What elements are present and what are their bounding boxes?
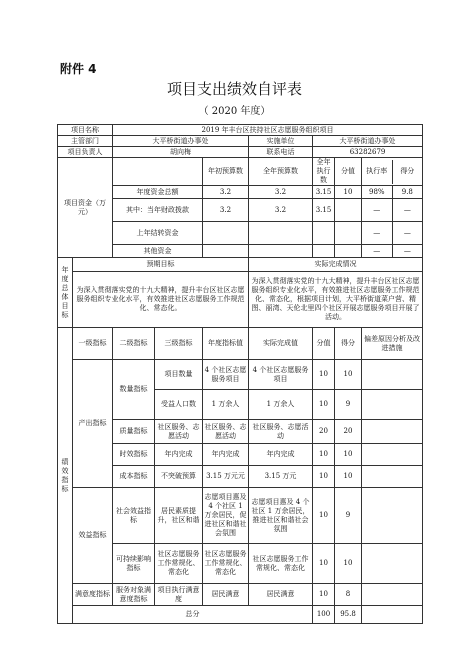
indicator-target: 年内完成 [203, 444, 249, 466]
project-name-value: 2019 年丰台区扶持社区志愿服务组织项目 [113, 125, 423, 136]
col-score-header: 分值 [313, 328, 335, 360]
indicator-target: 4 个社区志愿服务项目 [203, 360, 249, 390]
funds-row-exec: 3.15 [313, 199, 335, 222]
satisfaction-l2-label: 服务对象满意度指标 [113, 584, 155, 606]
cost-indicator-label: 成本指标 [113, 466, 155, 488]
funds-header-blank [113, 158, 203, 186]
quality-indicator-label: 质量指标 [113, 420, 155, 444]
indicator-actual: 3.15 万元 [249, 466, 313, 488]
funds-row-label: 上年结转资金 [113, 222, 203, 245]
total-row [58, 606, 423, 624]
indicator-get: 10 [335, 360, 362, 390]
indicator-reason [362, 390, 423, 420]
indicator-target: 3.15 万元元 [203, 466, 249, 488]
funds-row-budget [203, 222, 249, 245]
indicator-section-label: 绩效指标 [58, 328, 73, 624]
indicator-row [58, 466, 423, 488]
indicator-row [58, 488, 423, 544]
col-full-header: 全年预算数 [249, 158, 313, 186]
effect-indicator-label: 效益指标 [73, 488, 113, 584]
indicator-actual: 1 万余人 [249, 390, 313, 420]
report-year: （ 2020 年度） [198, 106, 271, 117]
indicator-score: 10 [313, 488, 335, 544]
col-l1-header: 一级指标 [73, 328, 113, 360]
indicator-score: 10 [313, 466, 335, 488]
funds-row [58, 245, 423, 258]
funds-row-score [335, 199, 362, 222]
col-l3-header: 三级指标 [155, 328, 203, 360]
implementer-label: 实施单位 [249, 136, 313, 147]
indicator-get: 10 [335, 444, 362, 466]
indicator-actual: 志愿项目惠及 4 个社区 1 万余居民，推进社区和谐社会氛围 [249, 488, 313, 544]
col-budget-header: 年初预算数 [203, 158, 249, 186]
indicator-reason [362, 544, 423, 584]
project-name-row [58, 125, 423, 136]
indicator-actual: 社区服务、志愿活动 [249, 420, 313, 444]
col-get-header: 得分 [400, 167, 415, 175]
attachment-label: 附件 4 [60, 62, 97, 76]
indicator-name: 受益人口数 [155, 390, 203, 420]
indicator-get: 10 [335, 544, 362, 584]
funds-row-rate: — [362, 245, 393, 257]
total-get: 95.8 [335, 606, 362, 624]
funds-row-full [249, 245, 313, 258]
indicator-row [58, 584, 423, 606]
indicator-score: 10 [313, 544, 335, 584]
page-title: 项目支出绩效自评表 [166, 80, 302, 98]
evaluation-table [57, 124, 423, 624]
total-score: 100 [313, 606, 335, 624]
indicator-reason [362, 466, 423, 488]
col-get-header: 得分 [335, 328, 362, 360]
phone-label: 联系电话 [249, 147, 313, 158]
satisfaction-l1-label: 满意度指标 [73, 584, 113, 606]
indicator-name: 居民素质提升，社区和谐 [155, 488, 203, 544]
indicator-name: 年内完成 [155, 444, 203, 466]
actual-goal-label: 实际完成情况 [249, 258, 423, 272]
indicator-target: 社区服务、志愿活动 [203, 420, 249, 444]
funds-row-rate-get [362, 199, 423, 222]
indicator-get: 9 [335, 488, 362, 544]
funds-row-budget: 3.2 [203, 199, 249, 222]
indicator-name: 项目执行满意度 [155, 584, 203, 606]
funds-row-budget: 3.2 [203, 186, 249, 199]
funds-row-full: 3.2 [249, 186, 313, 199]
department-row [58, 136, 423, 147]
col-actual-header: 实际完成值 [249, 328, 313, 360]
implementer-value: 大平桥街道办事处 [313, 136, 423, 147]
funds-row-rate-get [362, 245, 423, 258]
leader-label: 项目负责人 [58, 147, 113, 158]
funds-row-score: 10 [335, 186, 362, 199]
indicator-reason [362, 444, 423, 466]
funds-row [58, 186, 423, 199]
actual-goal-text: 为深入贯彻落实党的十九大精神，提升丰台区社区志愿服务组织专业化水平，有效推进社区志愿服务工作规范化、常态化，根据项目计划，大平桥街道菜户营、精图、丽湾、天伦北里四个社区开展志愿服务项目开展了活动。 [249, 272, 423, 328]
social-indicator-label: 社会效益指标 [113, 488, 155, 544]
funds-row-rate: — [362, 199, 393, 221]
funds-row-exec: 3.15 [313, 186, 335, 199]
funds-row-label: 年度资金总额 [113, 186, 203, 199]
indicator-name: 社区志愿服务工作常规化、常态化 [155, 544, 203, 584]
project-name-label: 项目名称 [58, 125, 113, 136]
funds-row-full: 3.2 [249, 199, 313, 222]
funds-row-rate: — [362, 222, 393, 244]
funds-row-full [249, 222, 313, 245]
funds-row-rate-get [362, 222, 423, 245]
sustain-indicator-label: 可持续影响指标 [113, 544, 155, 584]
funds-row-budget [203, 245, 249, 258]
funds-row-label: 其中：当年财政拨款 [113, 199, 203, 222]
phone-value: 63282679 [313, 147, 423, 158]
col-exec-header: 全年执行数 [313, 158, 335, 186]
funds-header-row [58, 158, 423, 186]
col-target-header: 年度指标值 [203, 328, 249, 360]
funds-row-score [335, 222, 362, 245]
indicator-score: 10 [313, 390, 335, 420]
indicator-actual: 年内完成 [249, 444, 313, 466]
total-label: 总分 [73, 606, 313, 624]
indicator-name: 社区服务、志愿活动 [155, 420, 203, 444]
indicator-get: 20 [335, 420, 362, 444]
funds-row-get: — [403, 205, 411, 214]
indicator-target: 志愿项目惠及 4 个社区 1 万余居民，促进社区和谐社会氛围 [203, 488, 249, 544]
funds-row-get: 9.8 [401, 187, 413, 196]
funds-row-rate-get [362, 186, 423, 199]
funds-row-exec [313, 245, 335, 258]
quantity-indicator-label: 数量指标 [113, 360, 155, 420]
indicator-name: 项目数量 [155, 360, 203, 390]
funds-section-label: 项目资金（万元） [58, 158, 113, 258]
indicator-row [58, 544, 423, 584]
funds-row-score [335, 245, 362, 258]
indicator-name: 不突破预算 [155, 466, 203, 488]
expected-goal-label: 预期目标 [73, 258, 249, 272]
col-rate-header: 执行率 [362, 160, 393, 184]
total-reason [362, 606, 423, 624]
indicator-row [58, 444, 423, 466]
indicator-actual: 4 个社区志愿服务项目 [249, 360, 313, 390]
indicator-reason [362, 420, 423, 444]
funds-row [58, 199, 423, 222]
indicator-score: 10 [313, 584, 335, 606]
goals-header-row [58, 258, 423, 272]
indicator-reason [362, 584, 423, 606]
indicator-target: 1 万余人 [203, 390, 249, 420]
department-value: 大平桥街道办事处 [113, 136, 249, 147]
indicator-actual: 社区志愿服务工作常规化、常态化 [249, 544, 313, 584]
indicator-row [58, 360, 423, 390]
col-rate-get-header [362, 158, 423, 186]
indicator-get: 10 [335, 466, 362, 488]
indicator-reason [362, 488, 423, 544]
goals-content-row [58, 272, 423, 328]
funds-row-get: — [403, 246, 411, 255]
indicator-target: 社区志愿服务工作常规化、常态化 [203, 544, 249, 584]
indicator-header-row [58, 328, 423, 360]
indicator-get: 8 [335, 584, 362, 606]
indicator-score: 20 [313, 420, 335, 444]
indicator-actual: 居民满意 [249, 584, 313, 606]
department-label: 主管部门 [58, 136, 113, 147]
expected-goal-text: 为深入贯彻落实党的十九大精神，提升丰台区社区志愿服务组织专业化水平，有效推进社区志愿服务工作规范化、常态化。 [73, 272, 249, 328]
indicator-reason [362, 360, 423, 390]
col-l2-header: 二级指标 [113, 328, 155, 360]
leader-row [58, 147, 423, 158]
indicator-score: 10 [313, 360, 335, 390]
funds-row-get: — [403, 228, 411, 237]
funds-row-rate: 98% [362, 186, 393, 198]
indicator-row [58, 420, 423, 444]
indicator-get: 9 [335, 390, 362, 420]
time-indicator-label: 时效指标 [113, 444, 155, 466]
funds-row-exec [313, 222, 335, 245]
col-reason-header: 偏差原因分析及改进措施 [362, 328, 423, 360]
indicator-target: 居民满意 [203, 584, 249, 606]
funds-row-label: 其他资金 [113, 245, 203, 258]
funds-row [58, 222, 423, 245]
output-indicator-label: 产出指标 [73, 360, 113, 488]
goals-section-label: 年度总体目标 [58, 258, 73, 328]
indicator-score: 10 [313, 444, 335, 466]
col-score-header: 分值 [335, 158, 362, 186]
leader-value: 胡向梅 [113, 147, 249, 158]
